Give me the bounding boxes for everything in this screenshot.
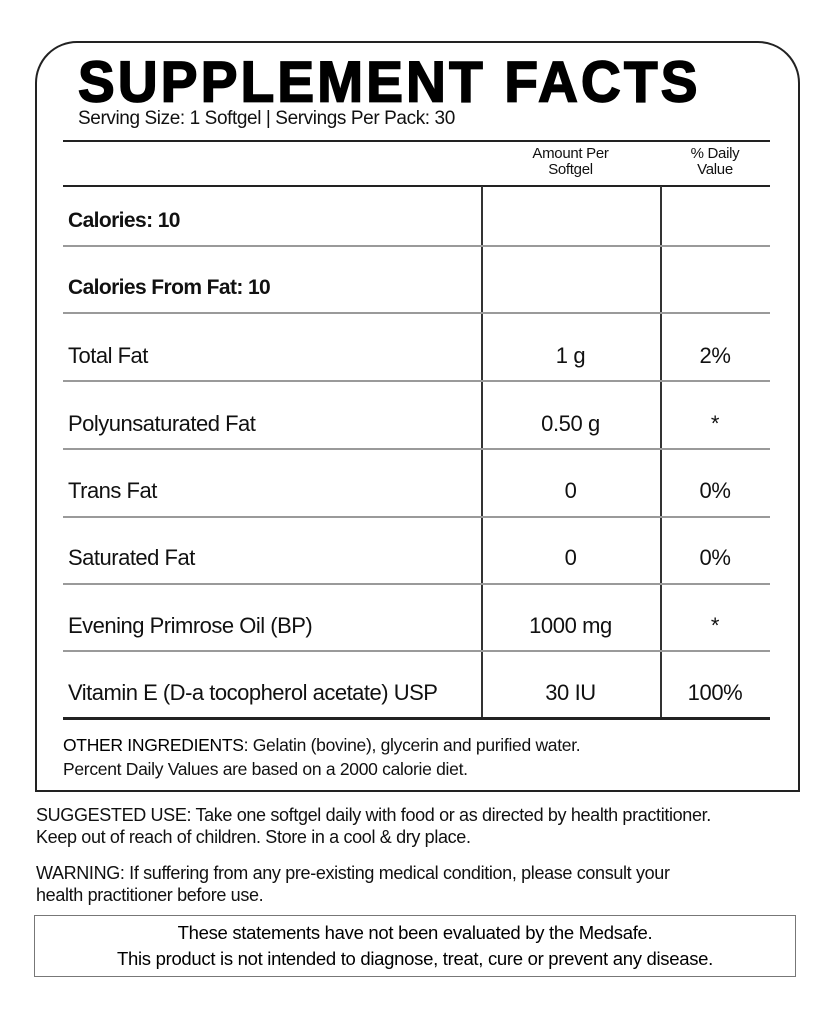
other-ingredients-label: OTHER INGREDIENTS:: [63, 735, 249, 755]
suggested-use-text-2: Keep out of reach of children. Store in a cool & dry place.: [36, 827, 471, 847]
suggested-use: [36, 804, 806, 848]
table-row: [63, 659, 770, 726]
column-header-amount: [481, 146, 660, 178]
serving-info: Serving Size: 1 Softgel | Servings Per Pack: 30: [78, 108, 455, 129]
table-row: [63, 524, 770, 591]
table-row: [63, 322, 770, 389]
other-ingredients: [63, 734, 580, 756]
column-header-dv-line2: Value: [697, 161, 733, 178]
row-rule: [63, 650, 770, 652]
table-row: [63, 187, 770, 254]
nutrient-amount: 0: [564, 477, 577, 503]
column-header-dv-line1: % Daily: [690, 145, 740, 162]
suggested-use-label: SUGGESTED USE:: [36, 805, 192, 825]
warning-text-2: health practitioner before use.: [36, 885, 264, 905]
daily-value-note: Percent Daily Values are based on a 2000 calorie diet.: [63, 759, 468, 779]
table-row: [63, 457, 770, 524]
nutrient-name: Calories From Fat: 10: [68, 275, 271, 299]
nutrient-name: Polyunsaturated Fat: [68, 410, 256, 436]
warning-label: WARNING:: [36, 863, 125, 883]
nutrient-amount: 1 g: [555, 342, 586, 368]
table-row: [63, 592, 770, 659]
nutrient-amount: 30 IU: [545, 679, 596, 705]
nutrient-amount: 1000 mg: [529, 612, 612, 638]
column-header-amount-line2: Softgel: [548, 161, 593, 178]
header-top-rule: [63, 140, 770, 142]
column-header-amount-line1: Amount Per: [532, 145, 609, 162]
nutrient-daily-value: *: [710, 612, 720, 638]
nutrient-name: Vitamin E (D-a tocopherol acetate) USP: [68, 679, 438, 705]
row-rule: [63, 516, 770, 518]
row-rule: [63, 312, 770, 314]
other-ingredients-text: Gelatin (bovine), glycerin and purified water.: [248, 735, 581, 755]
suggested-use-text-1: Take one softgel daily with food or as directed by health practitioner.: [191, 805, 711, 825]
nutrient-daily-value: 0%: [699, 544, 731, 570]
nutrient-daily-value: 2%: [699, 342, 731, 368]
warning-text-1: If suffering from any pre-existing medical condition, please consult your: [124, 863, 670, 883]
row-rule: [63, 583, 770, 585]
nutrient-name: Saturated Fat: [68, 544, 195, 570]
table-row: [63, 254, 770, 321]
row-rule: [63, 380, 770, 382]
nutrient-name: Trans Fat: [68, 477, 157, 503]
nutrient-name: Calories: 10: [68, 208, 180, 232]
nutrient-daily-value: 0%: [699, 477, 731, 503]
nutrient-amount: 0.50 g: [541, 410, 600, 436]
label-title: SUPPLEMENT FACTS: [78, 48, 701, 115]
nutrient-daily-value: *: [710, 410, 720, 436]
table-row: [63, 390, 770, 457]
warning: [36, 862, 806, 906]
disclaimer-line-1: These statements have not been evaluated by the Medsafe.: [177, 922, 653, 943]
row-rule: [63, 245, 770, 247]
nutrient-name: Evening Primrose Oil (BP): [68, 612, 313, 638]
row-rule: [63, 448, 770, 450]
table-bottom-rule: [63, 717, 770, 720]
nutrient-daily-value: 100%: [687, 679, 743, 705]
disclaimer-box: [34, 915, 796, 977]
disclaimer-line-2: This product is not intended to diagnose, treat, cure or prevent any disease.: [117, 948, 713, 969]
nutrient-amount: 0: [564, 544, 577, 570]
column-header-daily-value: [660, 146, 770, 178]
nutrient-name: Total Fat: [68, 342, 148, 368]
